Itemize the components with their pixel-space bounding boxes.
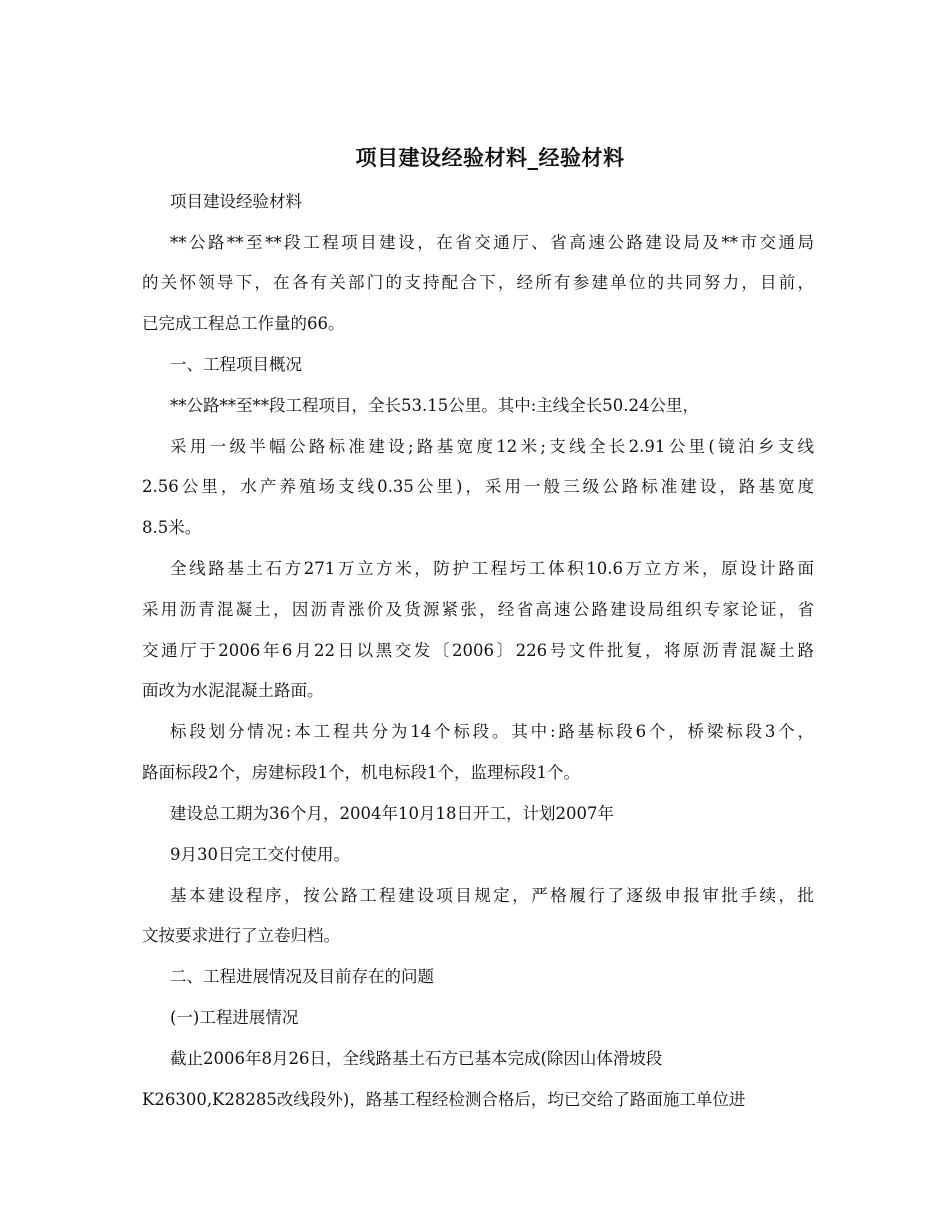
section-heading: 二、工程进展情况及目前存在的问题 [170,967,434,986]
paragraph-line: 基本建设程序，按公路工程建设项目规定，严格履行了逐级申报审批手续，批 [170,886,814,905]
paragraph-line: 8.5米。 [142,518,202,537]
subsection-heading: (一)工程进展情况 [170,1008,299,1027]
section-heading: 一、工程项目概况 [170,355,302,374]
paragraph-line: 路面标段2个，房建标段1个，机电标段1个，监理标段1个。 [142,763,580,782]
paragraph-line: **公路**至**段工程项目，全长53.15公里。其中:主线全长50.24公里， [170,396,700,415]
paragraph-line: 已完成工程总工作量的66。 [142,314,345,333]
paragraph-line: 标段划分情况:本工程共分为14个标段。其中:路基标段6个，桥梁标段3个， [170,722,814,741]
document-title: 项目建设经验材料_经验材料 [355,145,625,170]
paragraph-line: 交通厅于2006年6月22日以黑交发〔2006〕226号文件批复，将原沥青混凝土路 [142,641,814,660]
paragraph-line: 面改为水泥混凝土路面。 [142,681,324,700]
paragraph-line: 的关怀领导下，在各有关部门的支持配合下，经所有参建单位的共同努力，目前， [142,273,814,292]
paragraph-line: 全线路基土石方271万立方米，防护工程圬工体积10.6万立方米，原设计路面 [170,559,814,578]
paragraph-line: 采用一级半幅公路标准建设;路基宽度12米;支线全长2.91公里(镜泊乡支线 [170,437,814,456]
paragraph-line: 2.56公里，水产养殖场支线0.35公里)，采用一般三级公路标准建设，路基宽度 [142,477,814,496]
paragraph-line: 项目建设经验材料 [170,192,302,211]
paragraph-line: 采用沥青混凝土，因沥青涨价及货源紧张，经省高速公路建设局组织专家论证，省 [142,600,814,619]
paragraph-line: **公路**至**段工程项目建设，在省交通厅、省高速公路建设局及**市交通局 [170,233,814,252]
paragraph-line: K26300,K28285改线段外)，路基工程经检测合格后，均已交给了路面施工单位进 [142,1090,746,1109]
paragraph-line: 建设总工期为36个月，2004年10月18日开工，计划2007年 [170,804,614,823]
paragraph-line: 文按要求进行了立卷归档。 [142,926,340,945]
paragraph-line: 9月30日完工交付使用。 [170,845,350,864]
paragraph-line: 截止2006年8月26日，全线路基土石方已基本完成(除因山体滑坡段 [170,1049,663,1068]
